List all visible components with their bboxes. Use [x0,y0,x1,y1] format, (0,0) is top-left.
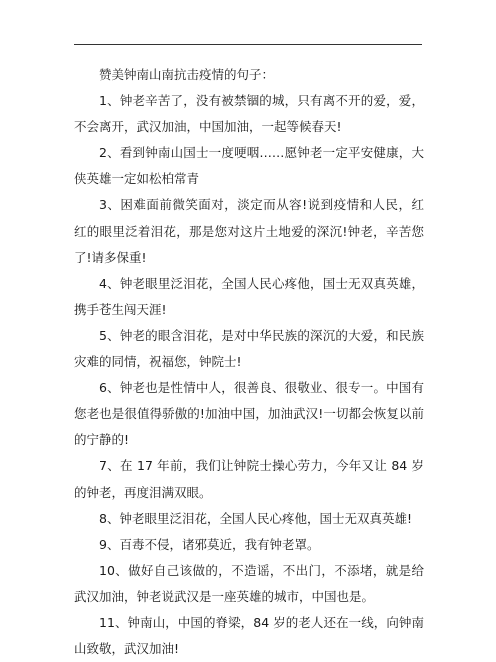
paragraph-7: 7、在 17 年前，我们让钟院士操心劳力，今年又让 84 岁的钟老，再度泪满双眼。 [74,458,424,500]
paragraph-2: 2、看到钟南山国士一度哽咽……愿钟老一定平安健康，大侠英雄一定如松柏常青 [74,145,424,187]
paragraph-9: 9、百毒不侵，诸邪莫近，我有钟老罩。 [99,536,320,552]
paragraph-1: 1、钟老辛苦了，没有被禁锢的城，只有离不开的爱，爱，不会离开，武汉加油，中国加油，一起等候春天! [74,93,424,135]
header-rule [74,44,422,45]
document-heading: 赞美钟南山南抗击疫情的句子： [99,67,275,82]
paragraph-6: 6、钟老也是性情中人，很善良、很敬业、很专一。中国有您老也是很值得骄傲的!加油中国，加油武汉!一切都会恢复以前的宁静的! [74,380,424,448]
paragraph-4: 4、钟老眼里泛泪花，全国人民心疼他，国士无双真英雄，携手苍生闯天涯! [74,275,424,317]
paragraph-3: 3、困难面前微笑面对，淡定而从容!说到疫情和人民，红红的眼里泛着泪花，那是您对这片土地爱的深沉!钟老，辛苦您了!请多保重! [74,197,424,265]
paragraph-8: 8、钟老眼里泛泪花，全国人民心疼他，国士无双真英雄! [99,510,412,526]
paragraph-11: 11、钟南山，中国的脊梁，84 岁的老人还在一线，向钟南山致敬，武汉加油! [74,614,424,657]
paragraph-10: 10、做好自己该做的，不造谣，不出门，不添堵，就是给武汉加油，钟老说武汉是一座英雄的城市，中国也是。 [74,562,424,604]
document-body [74,62,424,662]
paragraph-5: 5、钟老的眼含泪花，是对中华民族的深沉的大爱，和民族灾难的同情，祝福您，钟院士! [74,327,424,370]
